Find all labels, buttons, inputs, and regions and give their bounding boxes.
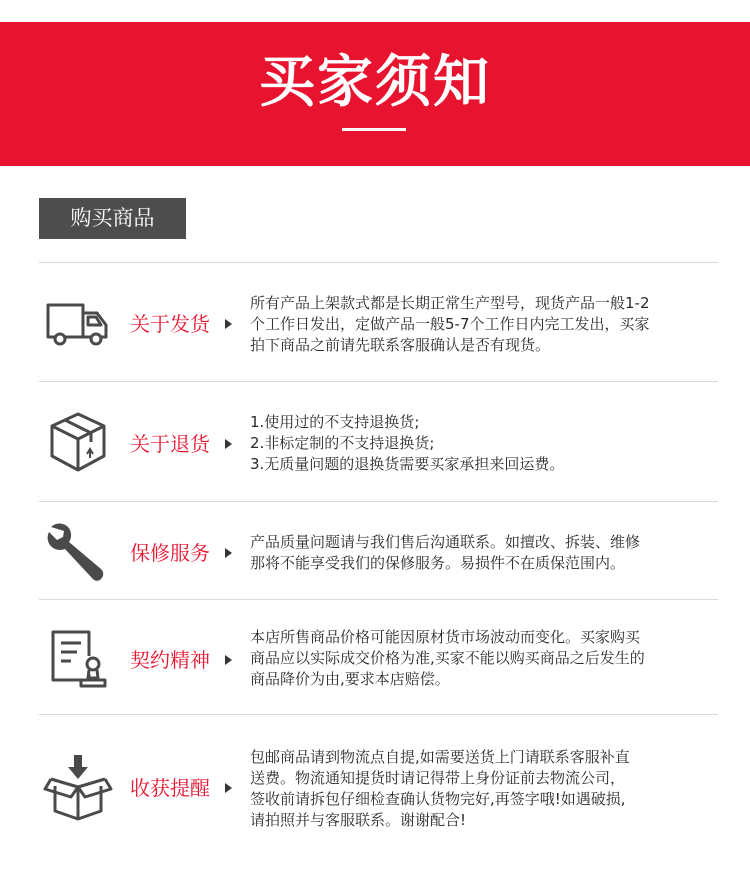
- item-description: 所有产品上架款式都是长期正常生产型号，现货产品一般1-2 个工作日发出，定做产品一般5-7个工作日内完工发出，买家 拍下商品之前请先联系客服确认是否有现货。: [250, 294, 650, 354]
- box-download-icon: [43, 753, 113, 823]
- caret-right-icon: [225, 655, 232, 665]
- notice-item-contract: [39, 600, 718, 714]
- item-description: 本店所售商品价格可能因原材货市场波动而变化。买家购买 商品应以实际成交价格为准,买家不能以购买商品之后发生的 商品降价为由,要求本店赔偿。: [250, 628, 645, 688]
- notice-item-warranty: [39, 502, 718, 599]
- section-tag: 购买商品: [39, 198, 186, 239]
- item-description: 产品质量问题请与我们售后沟通联系。如擅改、拆装、维修 那将不能享受我们的保修服务。易损件不在质保范围内。: [250, 533, 641, 572]
- notice-item-returns: [39, 382, 718, 501]
- item-description: 1.使用过的不支持退换货; 2.非标定制的不支持退换货; 3.无质量问题的退换货需要买家承担来回运费。: [250, 413, 565, 473]
- item-label: 收获提醒: [130, 776, 210, 800]
- header-banner: [0, 22, 750, 166]
- item-label: 关于退货: [130, 432, 210, 456]
- notice-item-delivery-reminder: [39, 715, 718, 865]
- item-label: 保修服务: [130, 541, 210, 565]
- notice-item-shipping: [39, 263, 718, 381]
- item-description: 包邮商品请到物流点自提,如需要送货上门请联系客服补直 送费。物流通知提货时请记得带上身份证前去物流公司， 签收前请拆包仔细检查确认货物完好,再签字哦!如遇破损, 请拍照并与客服联系。谢谢配合!: [250, 748, 630, 829]
- page-title: 买家须知: [259, 49, 491, 115]
- wrench-icon: [43, 517, 113, 587]
- caret-right-icon: [225, 439, 232, 449]
- item-label: 契约精神: [130, 648, 210, 672]
- item-label: 关于发货: [130, 312, 210, 336]
- package-box-icon: [43, 408, 113, 478]
- title-underline: [342, 128, 406, 131]
- caret-right-icon: [225, 783, 232, 793]
- truck-icon: [43, 287, 113, 357]
- caret-right-icon: [225, 319, 232, 329]
- caret-right-icon: [225, 548, 232, 558]
- contract-seal-icon: [43, 626, 113, 696]
